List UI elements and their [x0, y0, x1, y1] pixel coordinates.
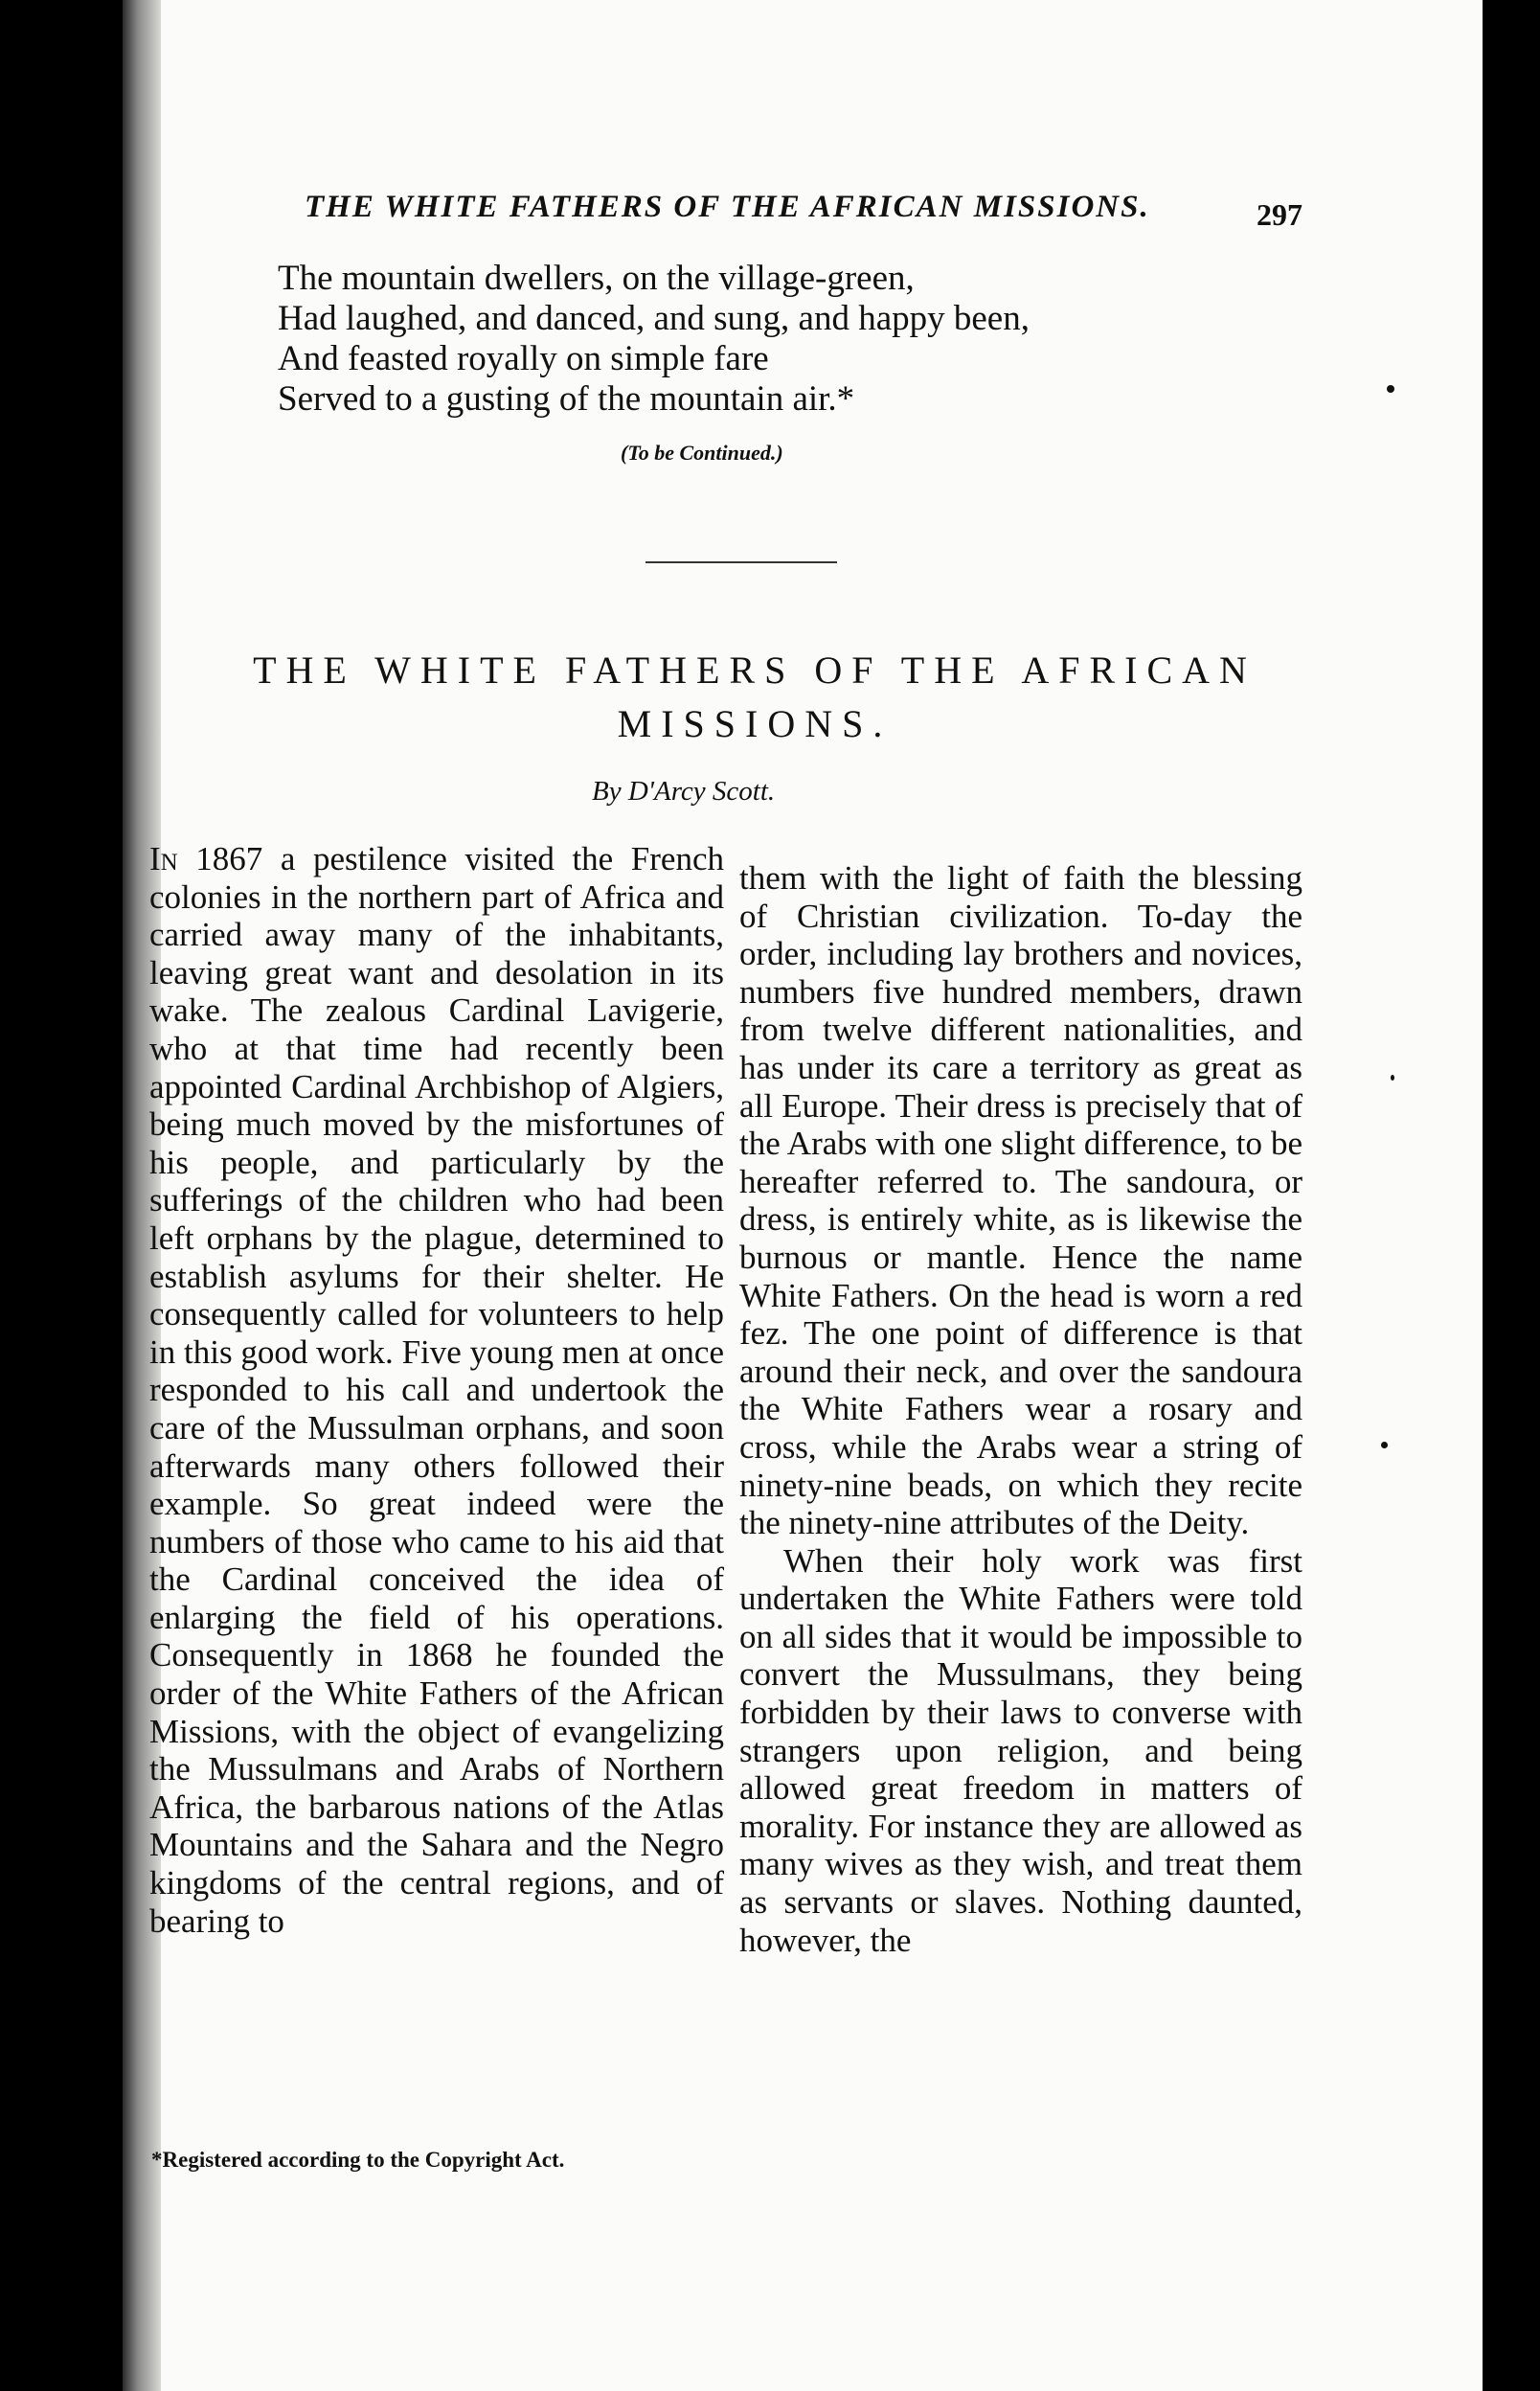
right-column: [739, 859, 1302, 1959]
paragraph: them with the light of faith the blessing of Christian civilization. To-day the order, including lay brothers and novices, numbers five hundred members, drawn from twelve different nationalities, and has under its care a territory as great as all Europe. Their dress is precisely that of the Arabs with one slight difference, to be hereafter referred to. The sandoura, or dress, is entirely white, as is likewise the burnous or mantle. Hence the name White Fathers. On the head is worn a red fez. The one point of difference is that around their neck, and over the sandoura the White Fathers wear a rosary and cross, while the Arabs wear a string of ninety-nine beads, on which they recite the ninety-nine attributes of the Deity.: [739, 859, 1302, 1542]
ink-speck: [1381, 1442, 1388, 1448]
running-title: THE WHITE FATHERS OF THE AFRICAN MISSIONS.: [305, 190, 1150, 224]
left-column: [149, 840, 724, 1940]
opening-word: In: [149, 840, 178, 877]
poem-excerpt: [278, 259, 1255, 420]
article-byline: By D'Arcy Scott.: [592, 776, 776, 807]
poem-line: The mountain dwellers, on the village-green,: [278, 259, 915, 298]
book-page: [123, 0, 1483, 2391]
poem-line: Had laughed, and danced, and sung, and happy been,: [278, 299, 1030, 338]
copyright-footnote: *Registered according to the Copyright Act.: [151, 2148, 565, 2172]
poem-line: Served to a gusting of the mountain air.*: [278, 379, 855, 419]
paragraph-text: 1867 a pestilence visited the French colonies in the northern part of Africa and carried away many of the inhabitants, leaving great want and desolation in its wake. The zealous Cardinal Lavigerie, who at that time had recently been appointed Cardinal Archbishop of Algiers, being much moved by the misfortunes of his people, and particularly by the sufferings of the children who had been left orphans by the plague, determined to establish asylums for their shelter. He consequently called for volunteers to help in this good work. Five young men at once responded to his call and undertook the care of the Mussulman orphans, and soon afterwards many others followed their example. So great indeed were the numbers of those who came to his aid that the Cardinal conceived the idea of enlarging the field of his operations. Consequently in 1868 he founded the order of the White Fathers of the African Missions, with the object of evangelizing the Mussulmans and Arabs of Northern Africa, the barbarous nations of the Atlas Mountains and the Sahara and the Negro kingdoms of the central regions, and of bearing to: [149, 840, 724, 1940]
paragraph: When their holy work was first undertaken the White Fathers were told on all sides that it would be impossible to convert the Mussulmans, they being forbidden by their laws to converse with strangers upon religion, and being allowed great freedom in matters of morality. For instance they are allowed as many wives as they wish, and treat them as servants or slaves. Nothing daunted, however, the: [739, 1541, 1302, 1959]
ink-speck: [1387, 385, 1394, 393]
poem-line: And feasted royally on simple fare: [278, 339, 769, 378]
page-number: 297: [1257, 197, 1302, 232]
continued-note: (To be Continued.): [621, 441, 783, 465]
article-title: THE WHITE FATHERS OF THE AFRICAN MISSIONS.: [253, 649, 1257, 745]
ink-speck: [1391, 1075, 1394, 1081]
paragraph: [149, 840, 724, 1940]
section-divider: [645, 561, 837, 563]
